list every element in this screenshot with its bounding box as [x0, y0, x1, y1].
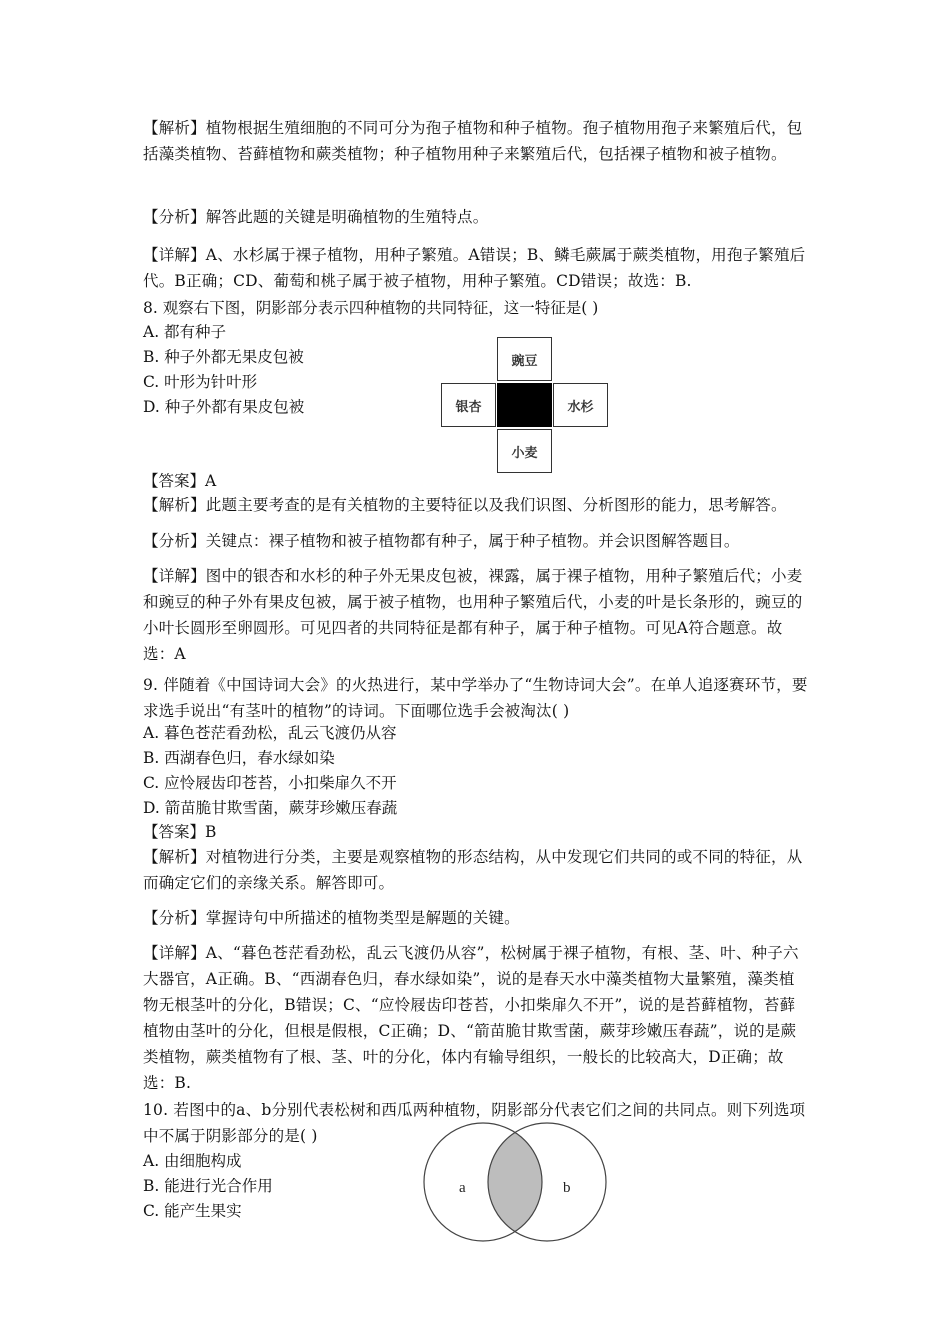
q8-jiexi: 【解析】此题主要考查的是有关植物的主要特征以及我们识图、分析图形的能力，思考解答。 — [143, 496, 787, 514]
q9-option-d: D. 箭苗脆甘欺雪菌，蕨芽珍嫩压春蔬 — [143, 799, 398, 817]
q8-option-a: A. 都有种子 — [143, 323, 227, 341]
q8-option-c: C. 叶形为针叶形 — [143, 373, 258, 391]
q10-venn-diagram — [419, 1120, 612, 1244]
diagram-cell-right: 水杉 — [553, 383, 608, 427]
q7-fenxi: 【分析】解答此题的关键是明确植物的生殖特点。 — [143, 208, 489, 226]
venn-label-a: a — [459, 1180, 466, 1196]
q10-option-c: C. 能产生果实 — [143, 1202, 242, 1220]
q9-xiangjie: 【详解】A、“暮色苍茫看劲松，乱云飞渡仍从容”，松树属于裸子植物，有根、茎、叶、种子六大器官，A正确。B、“西湖春色归，春水绿如染”，说的是春天水中藻类植物大量繁殖，藻类植物无根茎叶的分化，B错误；C、“应怜屐齿印苍苔，小扣柴扉久不开”，说的是苔藓植物，苔藓植物由茎叶的分化，但根是假根，C正确；D、“箭苗脆甘欺雪菌，蕨芽珍嫩压春蔬”，说的是蕨类植物，蕨类植物有了根、茎、叶的分化，体内有输导组织，一般长的比较高大，D正确；故选：B. — [143, 944, 799, 1092]
diagram-cell-left: 银杏 — [441, 383, 496, 427]
q8-cross-diagram — [440, 337, 610, 473]
q8-stem: 8. 观察右下图，阴影部分表示四种植物的共同特征，这一特征是( ) — [143, 299, 599, 317]
q8-answer: 【答案】A — [143, 472, 217, 490]
diagram-shaded-center — [497, 383, 552, 427]
q7-xiangjie: 【详解】A、水杉属于裸子植物，用种子繁殖。A错误；B、鳞毛蕨属于蕨类植物，用孢子繁殖后代。B正确；CD、葡萄和桃子属于被子植物，用种子繁殖。CD错误；故选：B. — [143, 246, 806, 290]
q9-jiexi: 【解析】对植物进行分类，主要是观察植物的形态结构，从中发现它们共同的或不同的特征，从而确定它们的亲缘关系。解答即可。 — [143, 848, 803, 892]
q8-fenxi: 【分析】关键点：裸子植物和被子植物都有种子，属于种子植物。并会识图解答题目。 — [143, 532, 740, 550]
q9-option-b: B. 西湖春色归，春水绿如染 — [143, 749, 335, 767]
diagram-cell-top: 豌豆 — [497, 337, 552, 381]
q7-jiexi: 【解析】植物根据生殖细胞的不同可分为孢子植物和种子植物。孢子植物用孢子来繁殖后代，包括藻类植物、苔藓植物和蕨类植物；种子植物用种子来繁殖后代，包括裸子植物和被子植物。 — [143, 119, 803, 163]
q10-stem: 10. 若图中的a、b分别代表松树和西瓜两种植物，阴影部分代表它们之间的共同点。则下列选项中不属于阴影部分的是( ) — [143, 1101, 806, 1145]
q9-option-c: C. 应怜屐齿印苍苔，小扣柴扉久不开 — [143, 774, 397, 792]
q8-option-d: D. 种子外都有果皮包被 — [143, 398, 305, 416]
q9-option-a: A. 暮色苍茫看劲松，乱云飞渡仍从容 — [143, 724, 397, 742]
q8-xiangjie: 【详解】图中的银杏和水杉的种子外无果皮包被，裸露，属于裸子植物，用种子繁殖后代；小麦和豌豆的种子外有果皮包被，属于被子植物，也用种子繁殖后代，小麦的叶是长条形的，豌豆的小叶长圆形至卵圆形。可见四者的共同特征是都有种子，属于种子植物。可见A符合题意。故选：A — [143, 567, 803, 663]
q9-fenxi: 【分析】掌握诗句中所描述的植物类型是解题的关键。 — [143, 909, 520, 927]
q9-stem: 9. 伴随着《中国诗词大会》的火热进行，某中学举办了“生物诗词大会”。在单人追逐赛环节，要求选手说出“有茎叶的植物”的诗词。下面哪位选手会被淘汰( ) — [143, 676, 808, 720]
venn-label-b: b — [563, 1180, 571, 1196]
diagram-cell-bottom: 小麦 — [497, 429, 552, 473]
q8-option-b: B. 种子外都无果皮包被 — [143, 348, 304, 366]
q9-answer: 【答案】B — [143, 823, 217, 841]
q10-option-a: A. 由细胞构成 — [143, 1152, 242, 1170]
q10-option-b: B. 能进行光合作用 — [143, 1177, 273, 1195]
